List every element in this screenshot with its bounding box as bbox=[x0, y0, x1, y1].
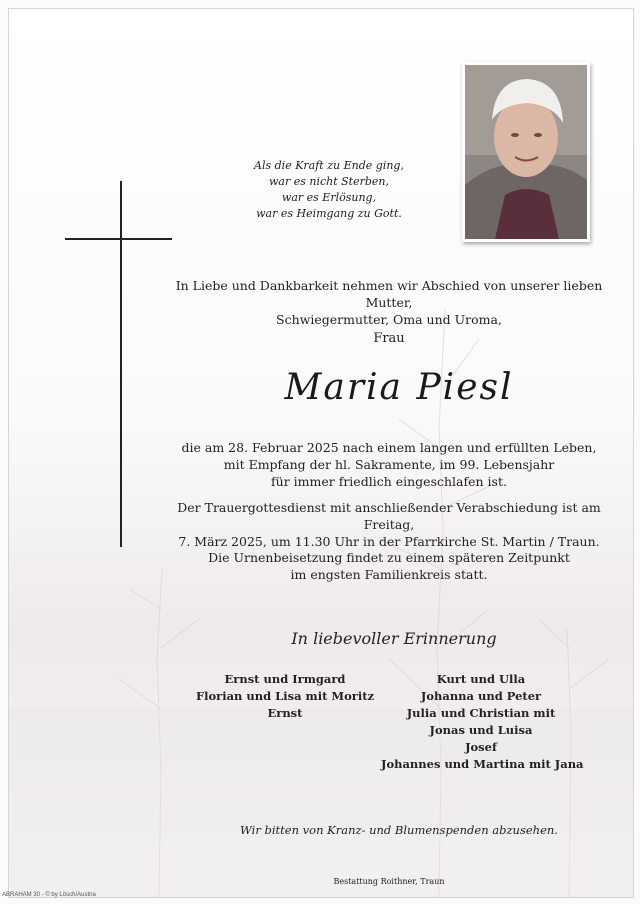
donation-request: Wir bitten von Kranz- und Blumenspenden abzusehen. bbox=[240, 823, 558, 837]
urn-line: im engsten Familienkreis statt. bbox=[290, 567, 488, 582]
service-line: Der Trauergottesdienst mit anschließender Verabschiedung ist am Freitag, bbox=[177, 500, 601, 532]
urn-burial-info bbox=[159, 549, 619, 583]
funeral-service-info bbox=[159, 499, 619, 550]
memory-heading: In liebevoller Erinnerung bbox=[291, 629, 497, 648]
death-line: die am 28. Februar 2025 nach einem langen und erfüllten Leben, bbox=[181, 440, 597, 455]
urn-line: Die Urnenbeisetzung findet zu einem späteren Zeitpunkt bbox=[208, 550, 570, 565]
family-list-left bbox=[185, 671, 385, 722]
undertaker-name: Bestattung Roithner, Traun bbox=[333, 877, 445, 886]
intro-text bbox=[159, 277, 619, 328]
poem-line: war es Erlösung, bbox=[281, 191, 377, 204]
death-line: mit Empfang der hl. Sakramente, im 99. Lebensjahr bbox=[223, 457, 555, 472]
intro-line: Schwiegermutter, Oma und Uroma, bbox=[276, 312, 502, 327]
service-line: 7. März 2025, um 11.30 Uhr in der Pfarrkirche St. Martin / Traun. bbox=[178, 534, 600, 549]
poem bbox=[239, 158, 419, 222]
family-entry: Julia und Christian mit bbox=[406, 706, 556, 720]
portrait-photo bbox=[462, 62, 590, 242]
obituary-card bbox=[8, 8, 634, 898]
family-entry: Ernst und Irmgard bbox=[224, 672, 346, 686]
family-entry: Kurt und Ulla bbox=[436, 672, 526, 686]
family-entry: Ernst bbox=[267, 706, 303, 720]
poem-line: Als die Kraft zu Ende ging, bbox=[254, 159, 404, 172]
family-entry: Johannes und Martina mit Jana bbox=[381, 757, 584, 771]
title-frau: Frau bbox=[373, 331, 405, 346]
death-line: für immer friedlich eingeschlafen ist. bbox=[271, 474, 507, 489]
family-entry: Johanna und Peter bbox=[420, 689, 542, 703]
poem-line: war es nicht Sterben, bbox=[268, 175, 389, 188]
print-code: ABRAHAM 30 - © by Lösch/Austria bbox=[2, 892, 96, 898]
intro-line: In Liebe und Dankbarkeit nehmen wir Abschied von unserer lieben Mutter, bbox=[175, 278, 603, 310]
cross-horizontal-bar bbox=[65, 238, 172, 240]
family-entry: Josef bbox=[465, 740, 497, 754]
cross-vertical-bar bbox=[120, 181, 122, 547]
family-list-right bbox=[381, 671, 584, 773]
deceased-name: Maria Piesl bbox=[284, 367, 514, 408]
poem-line: war es Heimgang zu Gott. bbox=[256, 207, 402, 220]
family-entry: Florian und Lisa mit Moritz bbox=[195, 689, 375, 703]
family-entry: Jonas und Luisa bbox=[429, 723, 533, 737]
death-notice bbox=[159, 439, 619, 490]
portrait-image bbox=[465, 65, 587, 239]
